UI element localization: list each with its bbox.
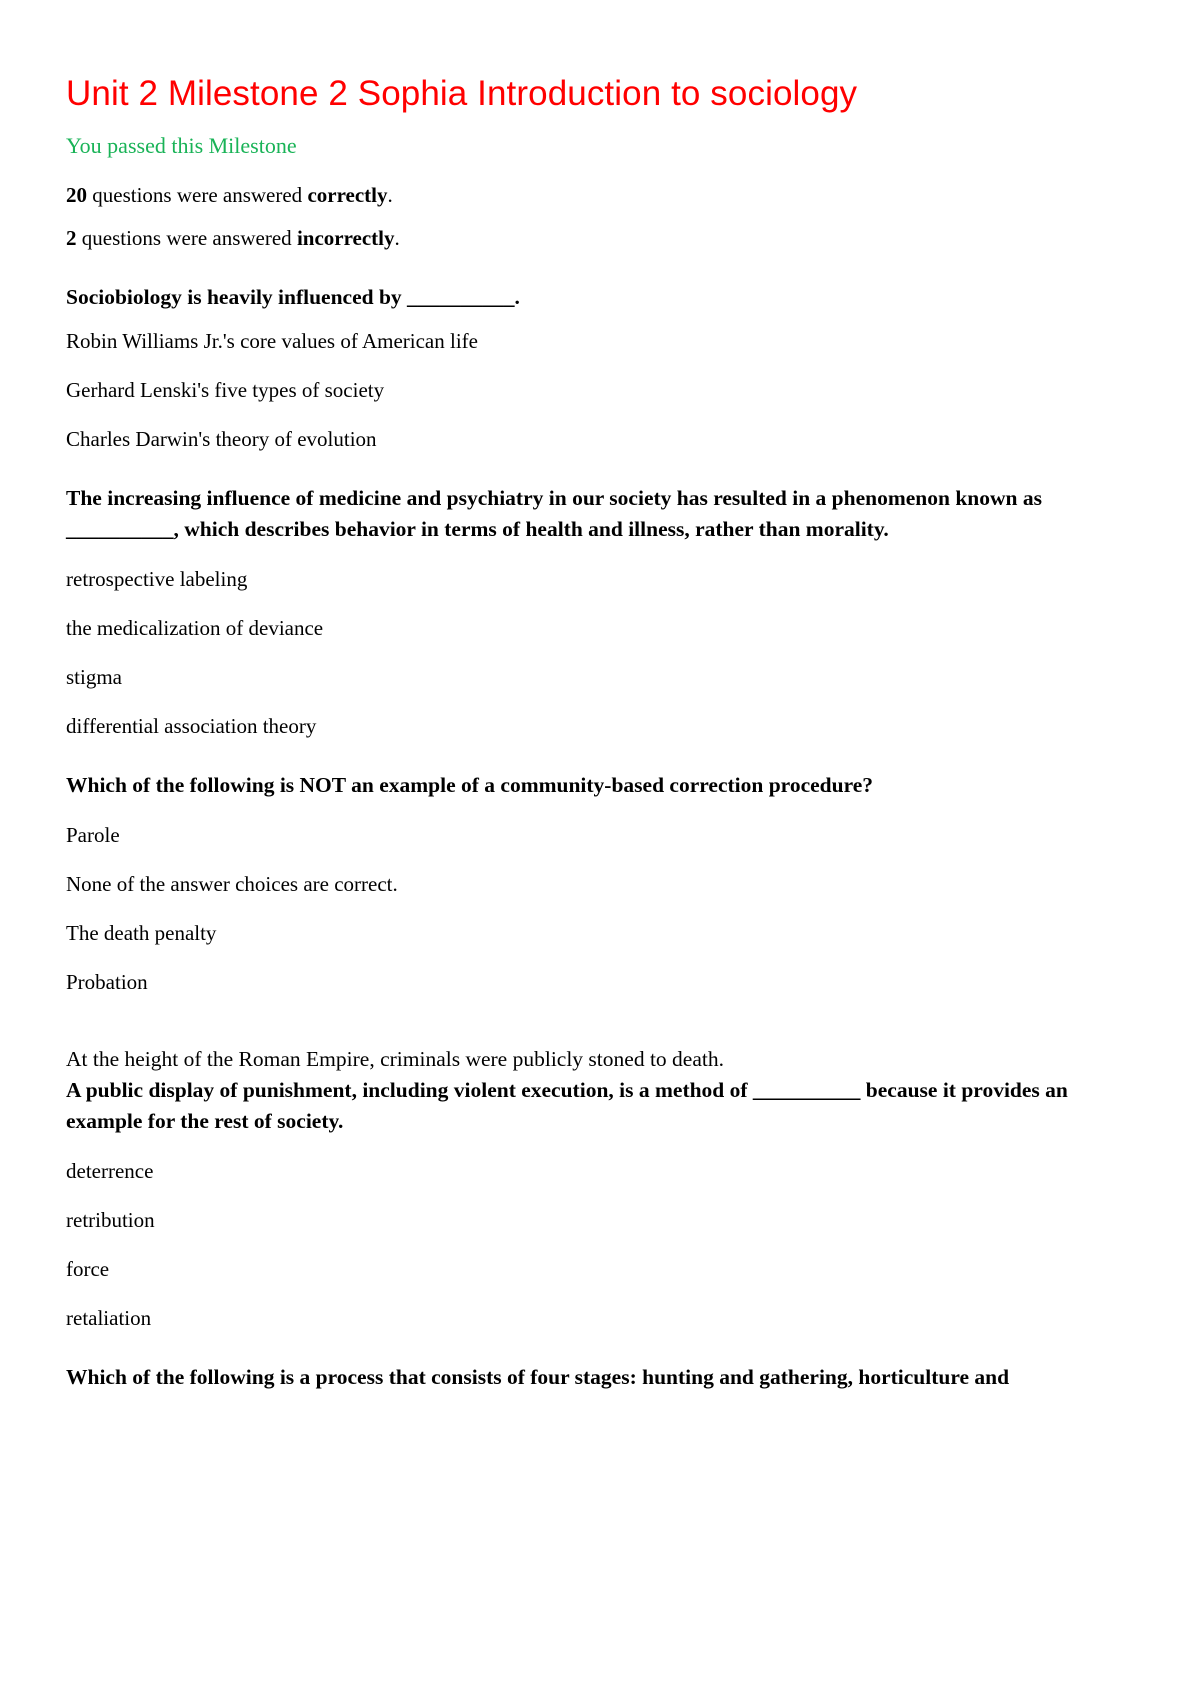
correct-text-after: . [387,183,393,207]
answer-option[interactable]: differential association theory [66,714,317,738]
incorrect-label: incorrectly [296,226,395,250]
answer-option[interactable]: None of the answer choices are correct. [66,872,398,896]
question-block [66,282,1121,453]
answer-option[interactable]: The death penalty [66,921,217,945]
answer-option[interactable]: retribution [66,1208,155,1232]
answer-option[interactable]: Parole [66,823,120,847]
answer-option[interactable]: deterrence [66,1159,154,1183]
answer-option[interactable]: Charles Darwin's theory of evolution [66,427,377,451]
question-preamble: At the height of the Roman Empire, criminals were publicly stoned to death. [66,1047,724,1071]
milestone-pass-status: You passed this Milestone [66,133,297,158]
incorrect-count: 2 [66,226,77,250]
question-block [66,770,1121,996]
answer-option[interactable]: Probation [66,970,148,994]
question-prompt: The increasing influence of medicine and psychiatry in our society has resulted in a phenomenon known as __________, which describes behavior in terms of health and illness, rather than morality. [66,486,1042,541]
question-prompt: Sociobiology is heavily influenced by __________. [66,285,520,309]
correct-text-before: questions were answered [87,183,308,207]
answer-option[interactable]: Robin Williams Jr.'s core values of American life [66,329,478,353]
answer-option[interactable]: retaliation [66,1306,152,1330]
correct-answers-stat [66,182,1121,209]
question-prompt: Which of the following is a process that consists of four stages: hunting and gathering, horticulture and [66,1365,1010,1389]
answer-option[interactable]: the medicalization of deviance [66,616,324,640]
answer-option[interactable]: Gerhard Lenski's five types of society [66,378,385,402]
answer-option[interactable]: retrospective labeling [66,567,248,591]
question-block [66,483,1121,740]
correct-count: 20 [66,183,87,207]
question-block [66,1362,1121,1393]
answer-option[interactable]: force [66,1257,110,1281]
question-prompt: Which of the following is NOT an example of a community-based correction procedure? [66,773,874,797]
page-title: Unit 2 Milestone 2 Sophia Introduction to sociology [66,74,858,113]
incorrect-text-after: . [394,226,400,250]
question-prompt: A public display of punishment, including violent execution, is a method of __________ because it provides an example for the rest of society. [66,1078,1068,1133]
incorrect-text-before: questions were answered [76,226,297,250]
incorrect-answers-stat [66,225,1121,252]
answer-option[interactable]: stigma [66,665,122,689]
question-block [66,1026,1121,1332]
correct-label: correctly [307,183,388,207]
